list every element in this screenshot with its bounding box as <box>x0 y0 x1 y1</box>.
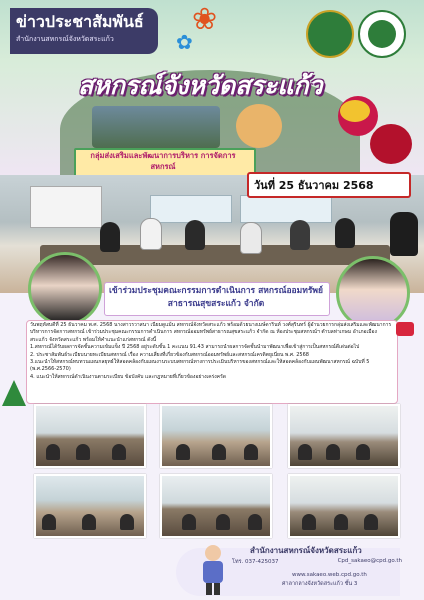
gallery-photo <box>160 474 272 538</box>
fruit-mango <box>340 100 370 122</box>
attendee <box>185 220 205 250</box>
attendee <box>100 222 120 252</box>
emblem-logo-ministry <box>306 10 354 58</box>
fruit-melon <box>236 104 282 148</box>
meeting-title: เข้าร่วมประชุมคณะกรรมการดำเนินการ สหกรณ์ออมทรัพย์สาธารณสุขสระแก้ว จำกัด <box>108 286 324 309</box>
email-label: Cpd_sakaeo@cpd.go.th <box>337 558 402 564</box>
photo-banner <box>30 186 102 228</box>
body-text <box>30 322 392 381</box>
footer-org: สำนักงานสหกรณ์จังหวัดสระแก้ว <box>250 546 362 555</box>
butterfly-icon: ❀ <box>192 2 218 37</box>
attendee <box>390 212 418 256</box>
division-label: กลุ่มส่งเสริมและพัฒนาการบริหาร การจัดการสหกรณ์ <box>90 151 236 171</box>
butterfly-icon-small: ✿ <box>176 30 193 54</box>
body-item-1: 1.สหกรณ์ได้รับผลการจัดชั้นความเข้มแข็ง ปี 2568 อยู่ระดับชั้น 1 คะแนน 91.43 สามารถนำผลการจัดชั้นนำมาพัฒนาเพื่อเข้าสู่การเป็นสหกรณ์ดีเด่นต่อไป <box>30 344 360 351</box>
attendee <box>335 218 355 248</box>
gallery-photo <box>34 404 146 468</box>
portrait-left <box>28 252 102 326</box>
web-label[interactable]: www.sakaeo.web.cpd.go.th <box>292 572 367 578</box>
portrait-right <box>336 256 410 330</box>
body-item-4: 4. แนะนำให้สหกรณ์ดำเนินงานตามระเบียบ ข้อบังคับ และกฎหมายที่เกี่ยวข้องอย่างเคร่งครัด <box>30 373 227 380</box>
photo-window <box>240 195 332 223</box>
fruit-rose-apple <box>370 124 412 164</box>
date-label: วันที่ 25 ธันวาคม 2568 <box>254 179 374 192</box>
ribbon-decoration <box>396 322 414 336</box>
main-title: สหกรณ์จังหวัดสระแก้ว <box>78 71 323 100</box>
gallery-photo <box>288 474 400 538</box>
gallery-photo <box>288 404 400 468</box>
emblem-logo-cooperative <box>358 10 406 58</box>
mascot-icon <box>202 545 224 595</box>
attendee <box>290 220 310 250</box>
landmark-photo <box>92 106 220 148</box>
phone-label: โทร. 037-425037 <box>232 559 279 565</box>
footer-contact <box>232 558 402 588</box>
gallery-photo <box>34 474 146 538</box>
header-title: ข่าวประชาสัมพันธ์ <box>16 12 144 31</box>
body-paragraph: วันพฤหัสบดีที่ 25 ธันวาคม พ.ศ. 2568 นางสาวรวาสนา เนียมดูแม้น สหกรณ์จังหวัดสระแก้ว พร้อมด้วยนางเมษ์ดารินท์ วงศ์สุรินทร์ ผู้อำนวยการกลุ่มส่งเสริมและพัฒนาการบริหารการจัดการสหกรณ์ เข้าร่วมประชุมคณะกรรมการดำเนินการ สหกรณ์ออมทรัพย์สาธารณสุขสระแก้ว จำกัด ณ ห้องประชุมสหกรณ์ฯ ตำบลท่าเกษม อำเภอเมืองสระแก้ว จังหวัดสระแก้ว พร้อมให้คำแนะนำแก่สหกรณ์ ดังนี้ <box>30 322 392 343</box>
address-label: ศาลากลางจังหวัดสระแก้ว ชั้น 3 <box>282 581 358 587</box>
christmas-tree-icon <box>2 380 26 406</box>
meeting-table <box>40 245 390 265</box>
attendee <box>140 218 162 250</box>
body-item-2: 2. ประชาสัมพันธ์ระเบียบนายทะเบียนสหกรณ์ เรื่อง ความเสี่ยงที่เกี่ยวข้องกับสหกรณ์ออมทรัพย์และสหกรณ์เครดิตยูเนี่ยน พ.ศ. 2568 <box>30 351 309 358</box>
attendee <box>240 222 262 254</box>
header-subtitle: สำนักงานสหกรณ์จังหวัดสระแก้ว <box>16 35 114 43</box>
gallery-photo <box>160 404 272 468</box>
body-item-3: 3.แนะนำให้สหกรณ์ทบทวนแผนกลยุทธ์ให้สอดคล้องกับแผนงานระบบสหกรณ์ทางการประเมินบริหารของสหกรณ์และให้สอดคล้องกับแผนพัฒนาสหกรณ์ ฉบับที่ 5 (พ.ศ.2566-2570) <box>30 359 370 373</box>
photo-window <box>150 195 232 223</box>
